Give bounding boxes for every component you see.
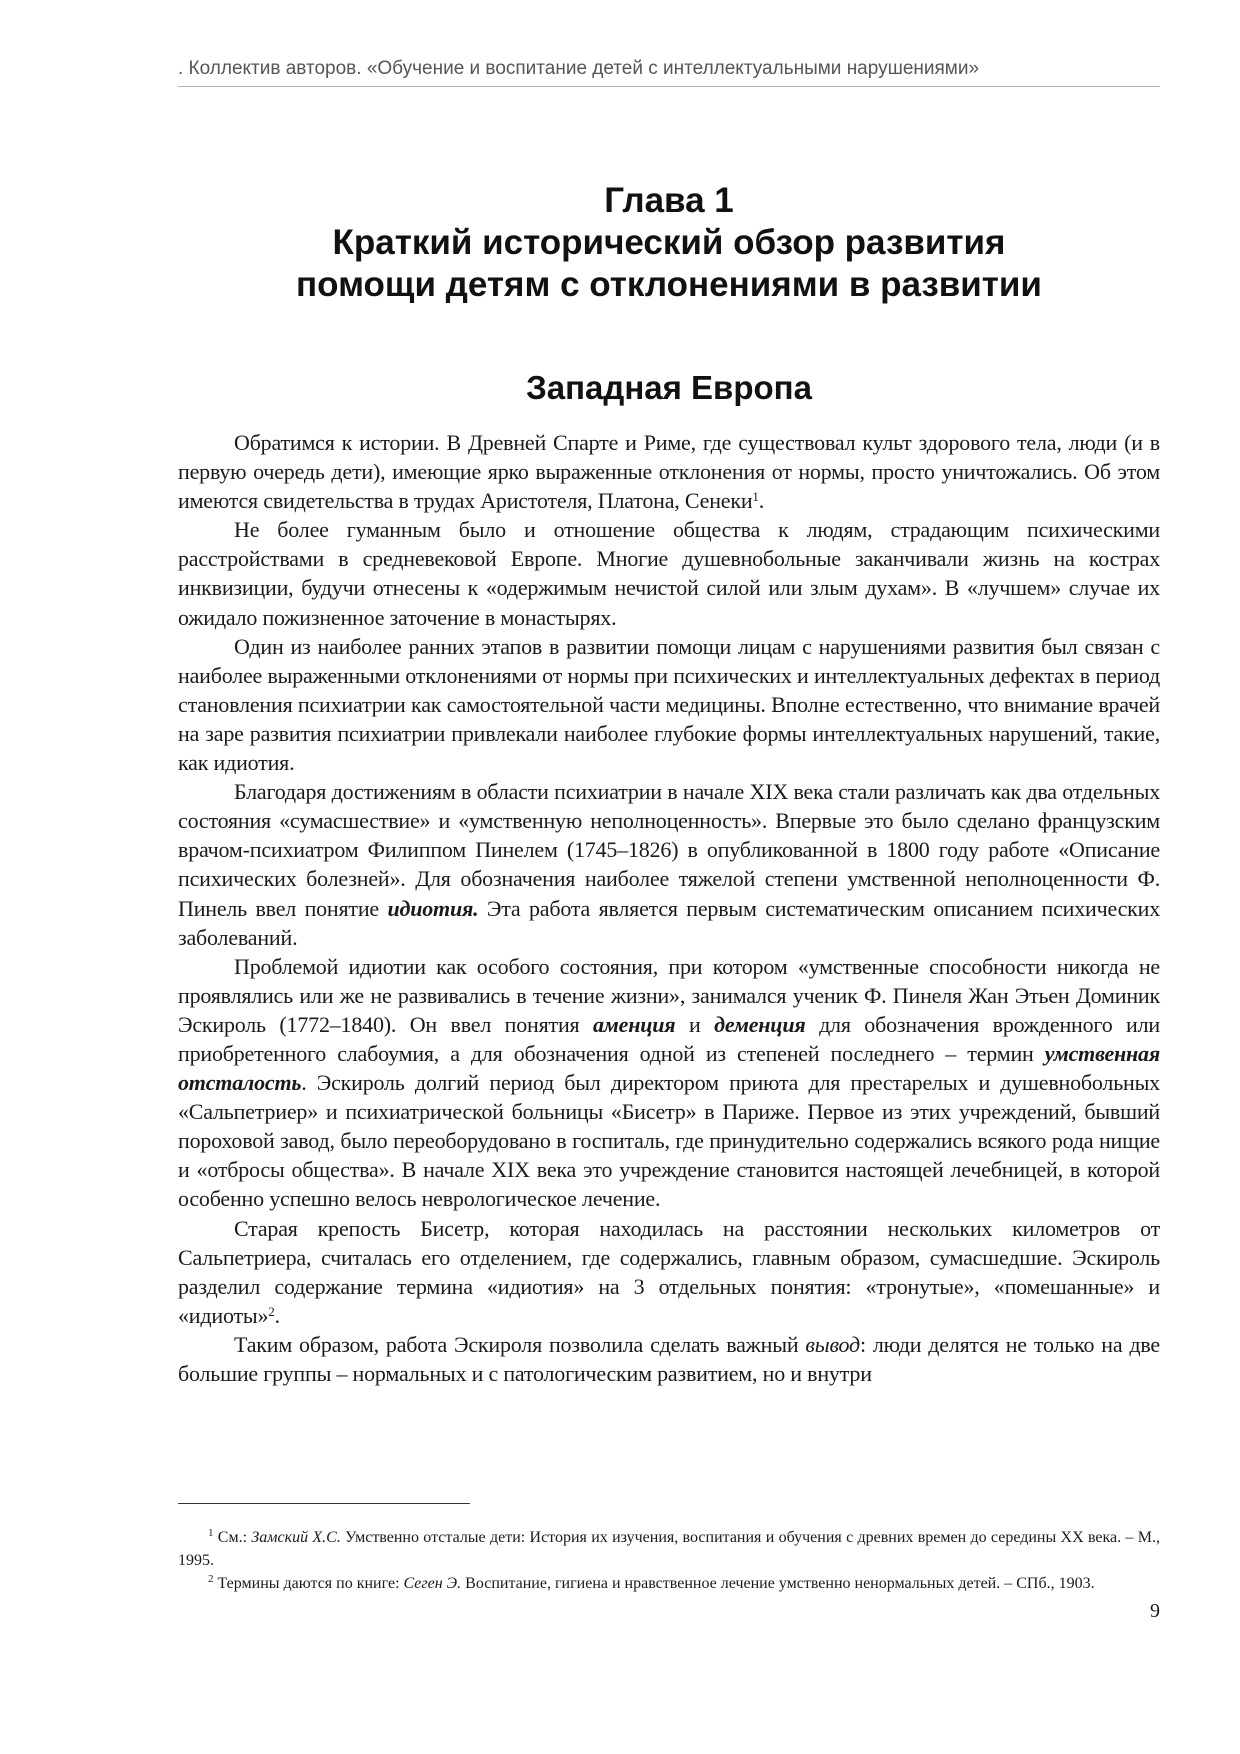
term-conclusion: вывод [805,1331,860,1357]
term-mental-retardation: умственная отсталость [178,1040,1160,1096]
footnotes [178,1526,1160,1595]
paragraph-5: Проблемой идиотии как особого состояния, при котором «умственные способности никогда не проявлялись или же не развивались в течение жизни», занимался ученик Ф. Пинеля Жан Этьен Доминик Эскироль (1772–1840). Он ввел понятия аменция и деменция для обозначения врожденного или приобретенного слабоумия, а для обозначения одной из степеней последнего – термин умственная отсталость. Эскироль долгий период был директором приюта для престарелых и душевнобольных «Сальпетриер» и психиатрической больницы «Бисетр» в Париже. Первое из этих учреждений, бывший пороховой завод, было переоборудовано в госпиталь, где принудительно содержались всякого рода нищие и «отбросы общества». В начале XIX века это учреждение становится настоящей лечебницей, в которой особенно успешно велось неврологическое лечение. [178,953,1160,1212]
body-text [178,428,1160,1388]
footnote-2: $^2$ Термины даются по книге: Сеген Э. Воспитание, гигиена и нравственное лечение умственно ненормальных детей. – СПб., 1903. [208,1573,1095,1592]
paragraph-6: Старая крепость Бисетр, которая находилась на расстоянии нескольких километров от Сальпетриера, считалась его отделением, где содержались, главным образом, сумасшедшие. Эскироль разделил содержание термина «идиотия» на 3 отдельных понятия: «тронутые», «помешанные» и «идиоты»$^2$. [178,1215,1160,1328]
footnote-divider [178,1503,470,1504]
chapter-number: Глава 1 [604,181,734,220]
paragraph-7: Таким образом, работа Эскироля позволила сделать важный вывод: люди делятся не только на две большие группы – нормальных и с патологическим развитием, но и внутри [178,1331,1160,1386]
footnote-ref-1: 1 [752,489,759,505]
chapter-title-line-1: Краткий исторический обзор развития [332,223,1006,262]
paragraph-3: Один из наиболее ранних этапов в развитии помощи лицам с нарушениями развития был связан с наиболее выраженными отклонениями от нормы при психических и интеллектуальных дефектах в период становления психиатрии как самостоятельной части медицины. Вполне естественно, что внимание врачей на заре развития психиатрии привлекали наиболее глубокие формы интеллектуальных нарушений, такие, как идиотия. [178,633,1160,776]
term-dementia: деменция [714,1011,806,1037]
chapter-heading [178,180,1160,306]
term-idiotia: идиотия. [387,895,479,921]
paragraph-4: Благодаря достижениям в области психиатрии в начале XIX века стали различать как два отдельных состояния «сумасшествие» и «умственную неполноценность». Впервые это было сделано французским врачом-психиатром Филиппом Пинелем (1745–1826) в опубликованной в 1800 году работе «Описание психических болезней». Для обозначения наиболее тяжелой степени умственной неполноценности Ф. Пинель ввел понятие идиотия. Эта работа является первым систематическим описанием психических заболеваний. [178,779,1160,950]
paragraph-2: Не более гуманным было и отношение общества к людям, страдающим психическими расстройствами в средневековой Европе. Многие душевнобольные заканчивали жизнь на кострах инквизиции, будучи отнесены к «одержимым нечистой силой или злым духам». В «лучшем» случае их ожидало пожизненное заточение в монастырях. [178,517,1160,630]
footnote-1: $^1$ См.: Замский Х.С. Умственно отсталые дети: История их изучения, воспитания и обучения с древних времен до середины XX века. – М., 1995. [178,1527,1161,1569]
section-title: Западная Европа [526,369,812,406]
paragraph-1: Обратимся к истории. В Древней Спарте и Риме, где существовал культ здорового тела, люди (и в первую очередь дети), имеющие ярко выраженные отклонения от нормы, просто уничтожались. Об этом имеются свидетельства в трудах Аристотеля, Платона, Сенеки$^1$. [178,430,1160,514]
running-header: . Коллектив авторов. «Обучение и воспитание детей с интеллектуальными нарушениями» [178,58,980,79]
header-divider [178,86,1160,87]
footnote-ref-2: 2 [268,1303,275,1319]
chapter-title-line-2: помощи детям с отклонениями в развитии [296,265,1042,304]
page-number: 9 [1150,1600,1160,1622]
term-amentia: аменция [592,1011,676,1037]
